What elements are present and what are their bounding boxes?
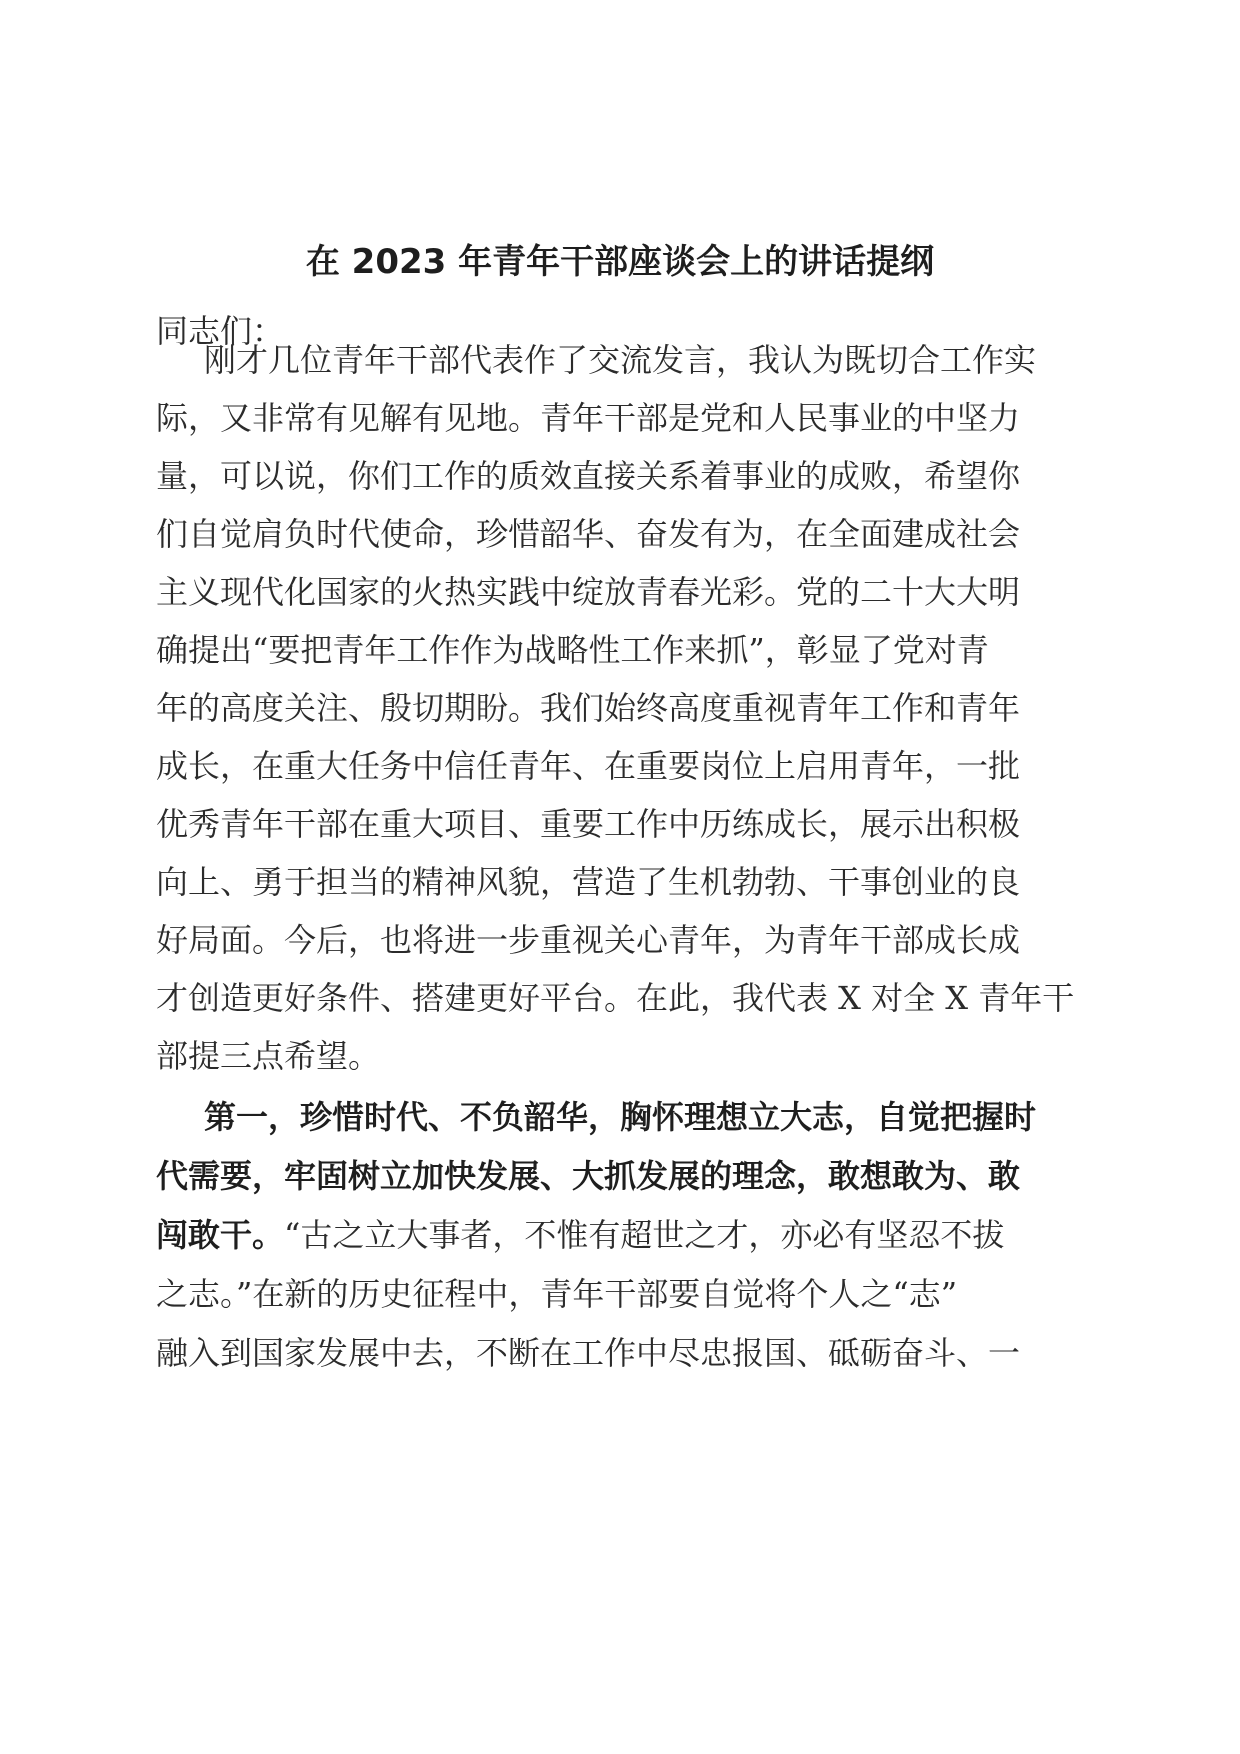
paragraph1-line-6: 确提出“要把青年工作作为战略性工作来抓”，彰显了党对青 xyxy=(156,631,989,669)
paragraph1-line-12: 才创造更好条件、搭建更好平台。在此，我代表 X 对全 X 青年干 xyxy=(156,979,1075,1017)
paragraph2-bold-line-1: 第一，珍惜时代、不负韶华，胸怀理想立大志，自觉把握时 xyxy=(204,1098,1037,1136)
paragraph2-line-5: 融入到国家发展中去，不断在工作中尽忠报国、砥砺奋斗、一 xyxy=(156,1334,1021,1372)
paragraph1-line-13: 部提三点希望。 xyxy=(156,1037,381,1075)
paragraph1-line-3: 量，可以说，你们工作的质效直接关系着事业的成败，希望你 xyxy=(156,457,1021,495)
paragraph2-line-3-rest: “古之立大事者，不惟有超世之才，亦必有坚忍不拔 xyxy=(284,1216,1005,1254)
paragraph2-line-4: 之志。”在新的历史征程中，青年干部要自觉将个人之“志” xyxy=(156,1275,958,1313)
paragraph1-line-4: 们自觉肩负时代使命，珍惜韶华、奋发有为，在全面建成社会 xyxy=(156,515,1021,553)
paragraph1-line-2: 际，又非常有见解有见地。青年干部是党和人民事业的中坚力 xyxy=(156,399,1021,437)
paragraph1-line-8: 成长，在重大任务中信任青年、在重要岗位上启用青年，一批 xyxy=(156,747,1021,785)
document-title: 在 2023 年青年干部座谈会上的讲话提纲 xyxy=(305,242,935,282)
paragraph1-line-11: 好局面。今后，也将进一步重视关心青年，为青年干部成长成 xyxy=(156,921,1021,959)
paragraph1-line-5: 主义现代化国家的火热实践中绽放青春光彩。党的二十大大明 xyxy=(156,573,1021,611)
paragraph1-line-7: 年的高度关注、殷切期盼。我们始终高度重视青年工作和青年 xyxy=(156,689,1021,727)
paragraph1-line-10: 向上、勇于担当的精神风貌，营造了生机勃勃、干事创业的良 xyxy=(156,863,1021,901)
paragraph1-line-9: 优秀青年干部在重大项目、重要工作中历练成长，展示出积极 xyxy=(156,805,1021,843)
paragraph2-bold-line-2: 代需要，牢固树立加快发展、大抓发展的理念，敢想敢为、敢 xyxy=(156,1157,1021,1195)
salutation: 同志们： xyxy=(156,312,285,350)
paragraph2-bold-line-3: 闯敢干。 xyxy=(156,1216,285,1254)
paragraph2-line-3 xyxy=(156,1209,1004,1261)
paragraph1-line-1: 刚才几位青年干部代表作了交流发言，我认为既切合工作实 xyxy=(204,341,1037,379)
